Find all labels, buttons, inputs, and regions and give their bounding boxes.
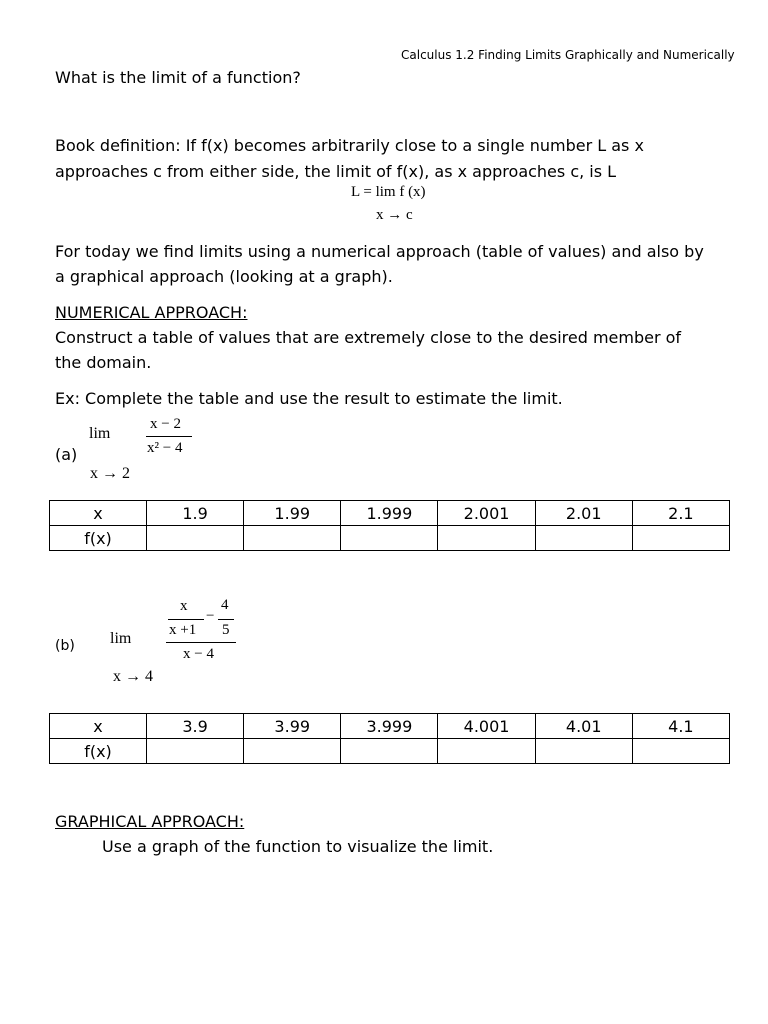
limit-formula-subscript: x → c: [376, 207, 413, 223]
part-b-minus: −: [206, 608, 215, 624]
limit-formula: L = lim f (x): [351, 184, 426, 200]
part-a-approach: x → 2: [90, 465, 130, 482]
part-b-frac2-denominator: 5: [222, 622, 230, 638]
table-b-x-label: x: [50, 714, 147, 739]
part-a-fraction-bar: [146, 436, 192, 437]
table-b-f-label: f(x): [50, 739, 147, 764]
example-instruction: Ex: Complete the table and use the result to estimate the limit.: [55, 389, 563, 408]
table-a-f-cell[interactable]: [632, 526, 729, 551]
part-b-inner-fraction-bar: [168, 619, 204, 620]
table-b-x-value: 4.01: [535, 714, 632, 739]
definition-line-2: approaches c from either side, the limit of f(x), as x approaches c, is L: [55, 162, 617, 181]
today-line-1: For today we find limits using a numerical approach (table of values) and also by: [55, 242, 704, 261]
table-a-x-value: 1.999: [341, 501, 438, 526]
table-b-f-cell[interactable]: [535, 739, 632, 764]
table-b-f-cell[interactable]: [341, 739, 438, 764]
table-b-x-row: [50, 714, 730, 739]
table-a: [49, 500, 730, 551]
part-b-frac2-numerator: 4: [221, 597, 229, 613]
page-header: Calculus 1.2 Finding Limits Graphically and Numerically: [401, 48, 735, 62]
part-b-approach: x → 4: [113, 668, 153, 685]
table-a-f-cell[interactable]: [535, 526, 632, 551]
part-b-inner-denominator: x +1: [169, 622, 197, 638]
table-b: [49, 713, 730, 764]
table-a-x-value: 2.001: [438, 501, 535, 526]
table-b-x-value: 3.99: [244, 714, 341, 739]
definition-line-1: Book definition: If f(x) becomes arbitrarily close to a single number L as x: [55, 136, 644, 155]
part-a-numerator: x − 2: [150, 416, 181, 432]
table-b-f-cell[interactable]: [244, 739, 341, 764]
table-a-f-label: f(x): [50, 526, 147, 551]
table-b-f-row: [50, 739, 730, 764]
part-b-denominator: x − 4: [183, 646, 214, 662]
part-b-inner-numerator: x: [180, 598, 188, 614]
table-a-x-value: 2.01: [535, 501, 632, 526]
numerical-line-2: the domain.: [55, 353, 152, 372]
table-b-f-cell[interactable]: [632, 739, 729, 764]
table-a-f-cell[interactable]: [341, 526, 438, 551]
table-b-x-value: 4.001: [438, 714, 535, 739]
table-b-x-value: 3.999: [341, 714, 438, 739]
table-a-f-cell[interactable]: [244, 526, 341, 551]
part-b-main-fraction-bar: [166, 642, 236, 643]
part-b-lim: lim: [110, 630, 132, 647]
numerical-heading: NUMERICAL APPROACH:: [55, 303, 248, 322]
table-b-f-cell[interactable]: [147, 739, 244, 764]
page-question: What is the limit of a function?: [55, 68, 301, 87]
part-a-denominator: x² − 4: [147, 440, 183, 456]
table-b-x-value: 4.1: [632, 714, 729, 739]
table-a-x-label: x: [50, 501, 147, 526]
today-line-2: a graphical approach (looking at a graph).: [55, 267, 393, 286]
table-b-x-value: 3.9: [147, 714, 244, 739]
part-a-label: (a): [55, 445, 78, 464]
graphical-heading: GRAPHICAL APPROACH:: [55, 812, 245, 831]
table-a-f-cell[interactable]: [147, 526, 244, 551]
part-b-frac2-bar: [218, 619, 234, 620]
table-a-f-row: [50, 526, 730, 551]
table-a-x-value: 1.9: [147, 501, 244, 526]
table-a-x-row: [50, 501, 730, 526]
part-b-label: (b): [55, 638, 75, 654]
table-a-x-value: 2.1: [632, 501, 729, 526]
table-a-f-cell[interactable]: [438, 526, 535, 551]
part-a-lim: lim: [89, 425, 111, 442]
table-a-x-value: 1.99: [244, 501, 341, 526]
table-b-f-cell[interactable]: [438, 739, 535, 764]
numerical-line-1: Construct a table of values that are extremely close to the desired member of: [55, 328, 682, 347]
graphical-line-1: Use a graph of the function to visualize the limit.: [102, 837, 494, 856]
